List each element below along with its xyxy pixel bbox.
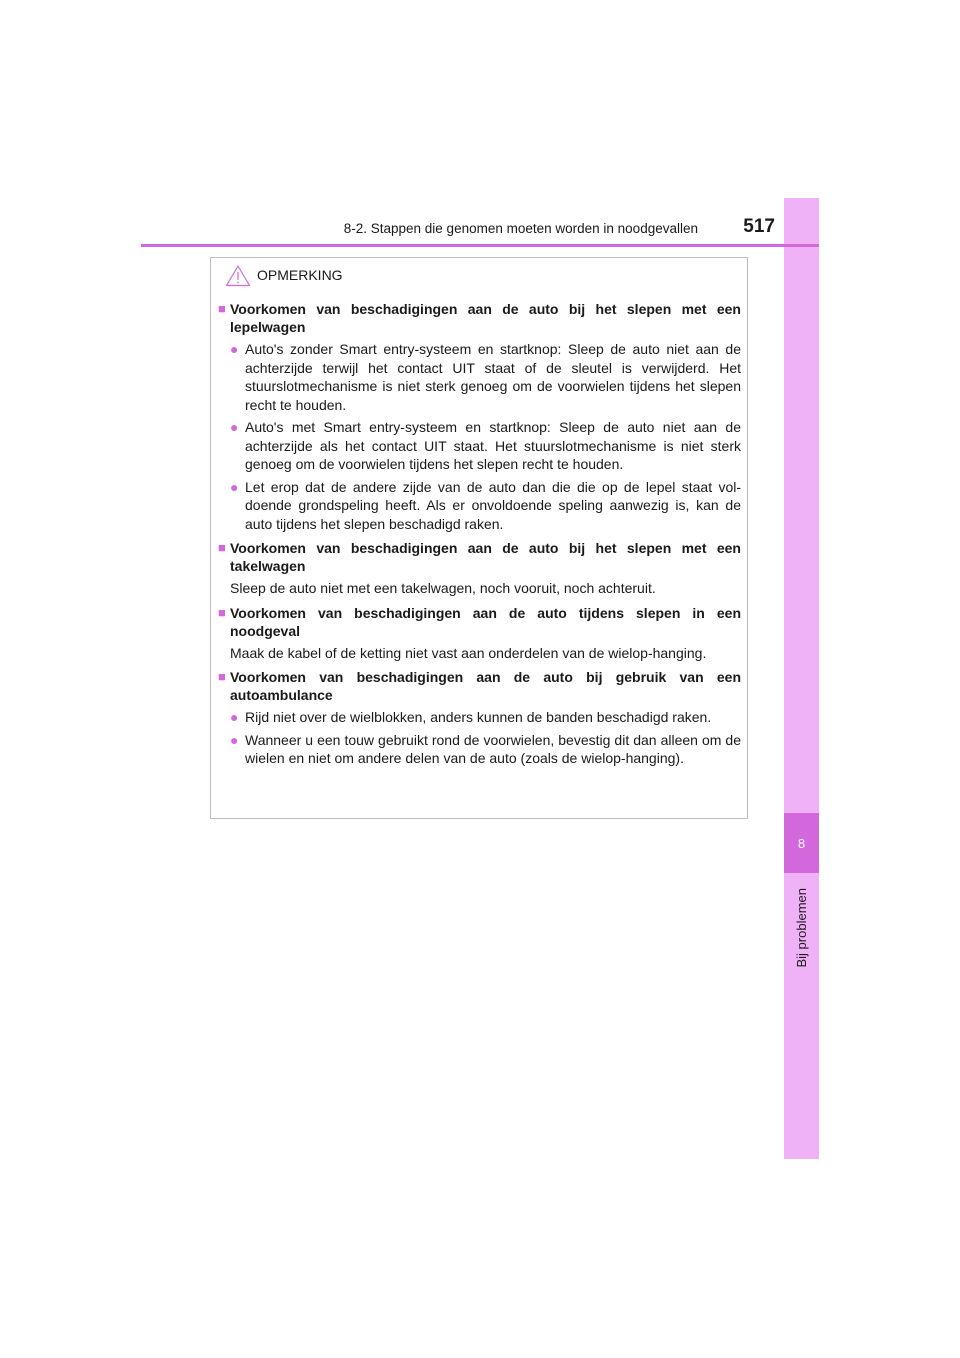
notice-section	[218, 604, 741, 663]
list-item: ● Wanneer u een touw gebruikt rond de voorwielen, bevestig dit dan alleen om de wielen en niet om andere delen van de auto (zoals de wielop-hanging).	[230, 731, 741, 766]
circle-bullet-icon: ●	[230, 341, 239, 357]
header-divider	[141, 244, 819, 247]
chapter-side-tab	[784, 198, 819, 1159]
chapter-label-text: Bij problemen	[794, 888, 809, 968]
section-paragraph: Sleep de auto niet met een takelwagen, noch vooruit, noch achteruit.	[230, 580, 656, 596]
square-bullet-icon: ■	[218, 669, 226, 684]
section-title: ■ Voorkomen van beschadigingen aan de auto tijdens slepen in een noodgeval	[218, 604, 741, 639]
notice-header	[225, 263, 343, 287]
circle-bullet-icon: ●	[230, 731, 239, 748]
notice-box	[210, 257, 748, 819]
notice-section	[218, 300, 741, 533]
notice-section	[218, 539, 741, 598]
page-number: 517	[743, 216, 775, 237]
square-bullet-icon: ■	[218, 540, 226, 555]
notice-section	[218, 668, 741, 768]
page-header-title: 8-2. Stappen die genomen moeten worden in noodgevallen	[343, 221, 698, 236]
list-item: ● Auto's zonder Smart entry-systeem en startknop: Sleep de auto niet aan de achterzijde terwijl het contact UIT staat of de sleutel is verwijderd. Het stuurslotmechanisme is niet sterk genoeg om de voorwielen tijdens het slepen recht te houden.	[230, 341, 741, 413]
section-title: ■ Voorkomen van beschadigingen aan de auto bij gebruik van een autoambulance	[218, 669, 741, 703]
notice-heading: OPMERKING	[257, 267, 343, 283]
circle-bullet-icon: ●	[230, 709, 239, 725]
chapter-number-tab[interactable]: 8	[784, 813, 819, 873]
section-paragraph: Maak de kabel of de ketting niet vast aan onderdelen van de wielop-hanging.	[230, 644, 707, 661]
list-item: ● Auto's met Smart entry-systeem en startknop: Sleep de auto niet aan de achterzijde als het contact UIT staat. Het stuurslotmechanisme is niet sterk genoeg om de voorwielen tijdens het slepen recht te houden.	[230, 419, 741, 472]
list-item: ● Rijd niet over de wielblokken, anders kunnen de banden beschadigd raken.	[230, 709, 712, 725]
section-title: ■ Voorkomen van beschadigingen aan de auto bij het slepen met een takelwagen	[218, 540, 741, 574]
chapter-label	[784, 883, 819, 973]
list-item: ● Let erop dat de andere zijde van de auto dan die die op de lepel staat vol-doende grondspeling heeft. Als er onvoldoende speling aanwezig is, kan de auto tijdens het slepen beschadigd raken.	[230, 478, 741, 532]
warning-triangle-icon	[225, 264, 251, 287]
square-bullet-icon: ■	[218, 301, 226, 316]
circle-bullet-icon: ●	[230, 478, 239, 495]
section-title: ■ Voorkomen van beschadigingen aan de auto bij het slepen met een lepelwagen	[218, 301, 741, 335]
square-bullet-icon: ■	[218, 604, 226, 620]
circle-bullet-icon: ●	[230, 419, 239, 435]
